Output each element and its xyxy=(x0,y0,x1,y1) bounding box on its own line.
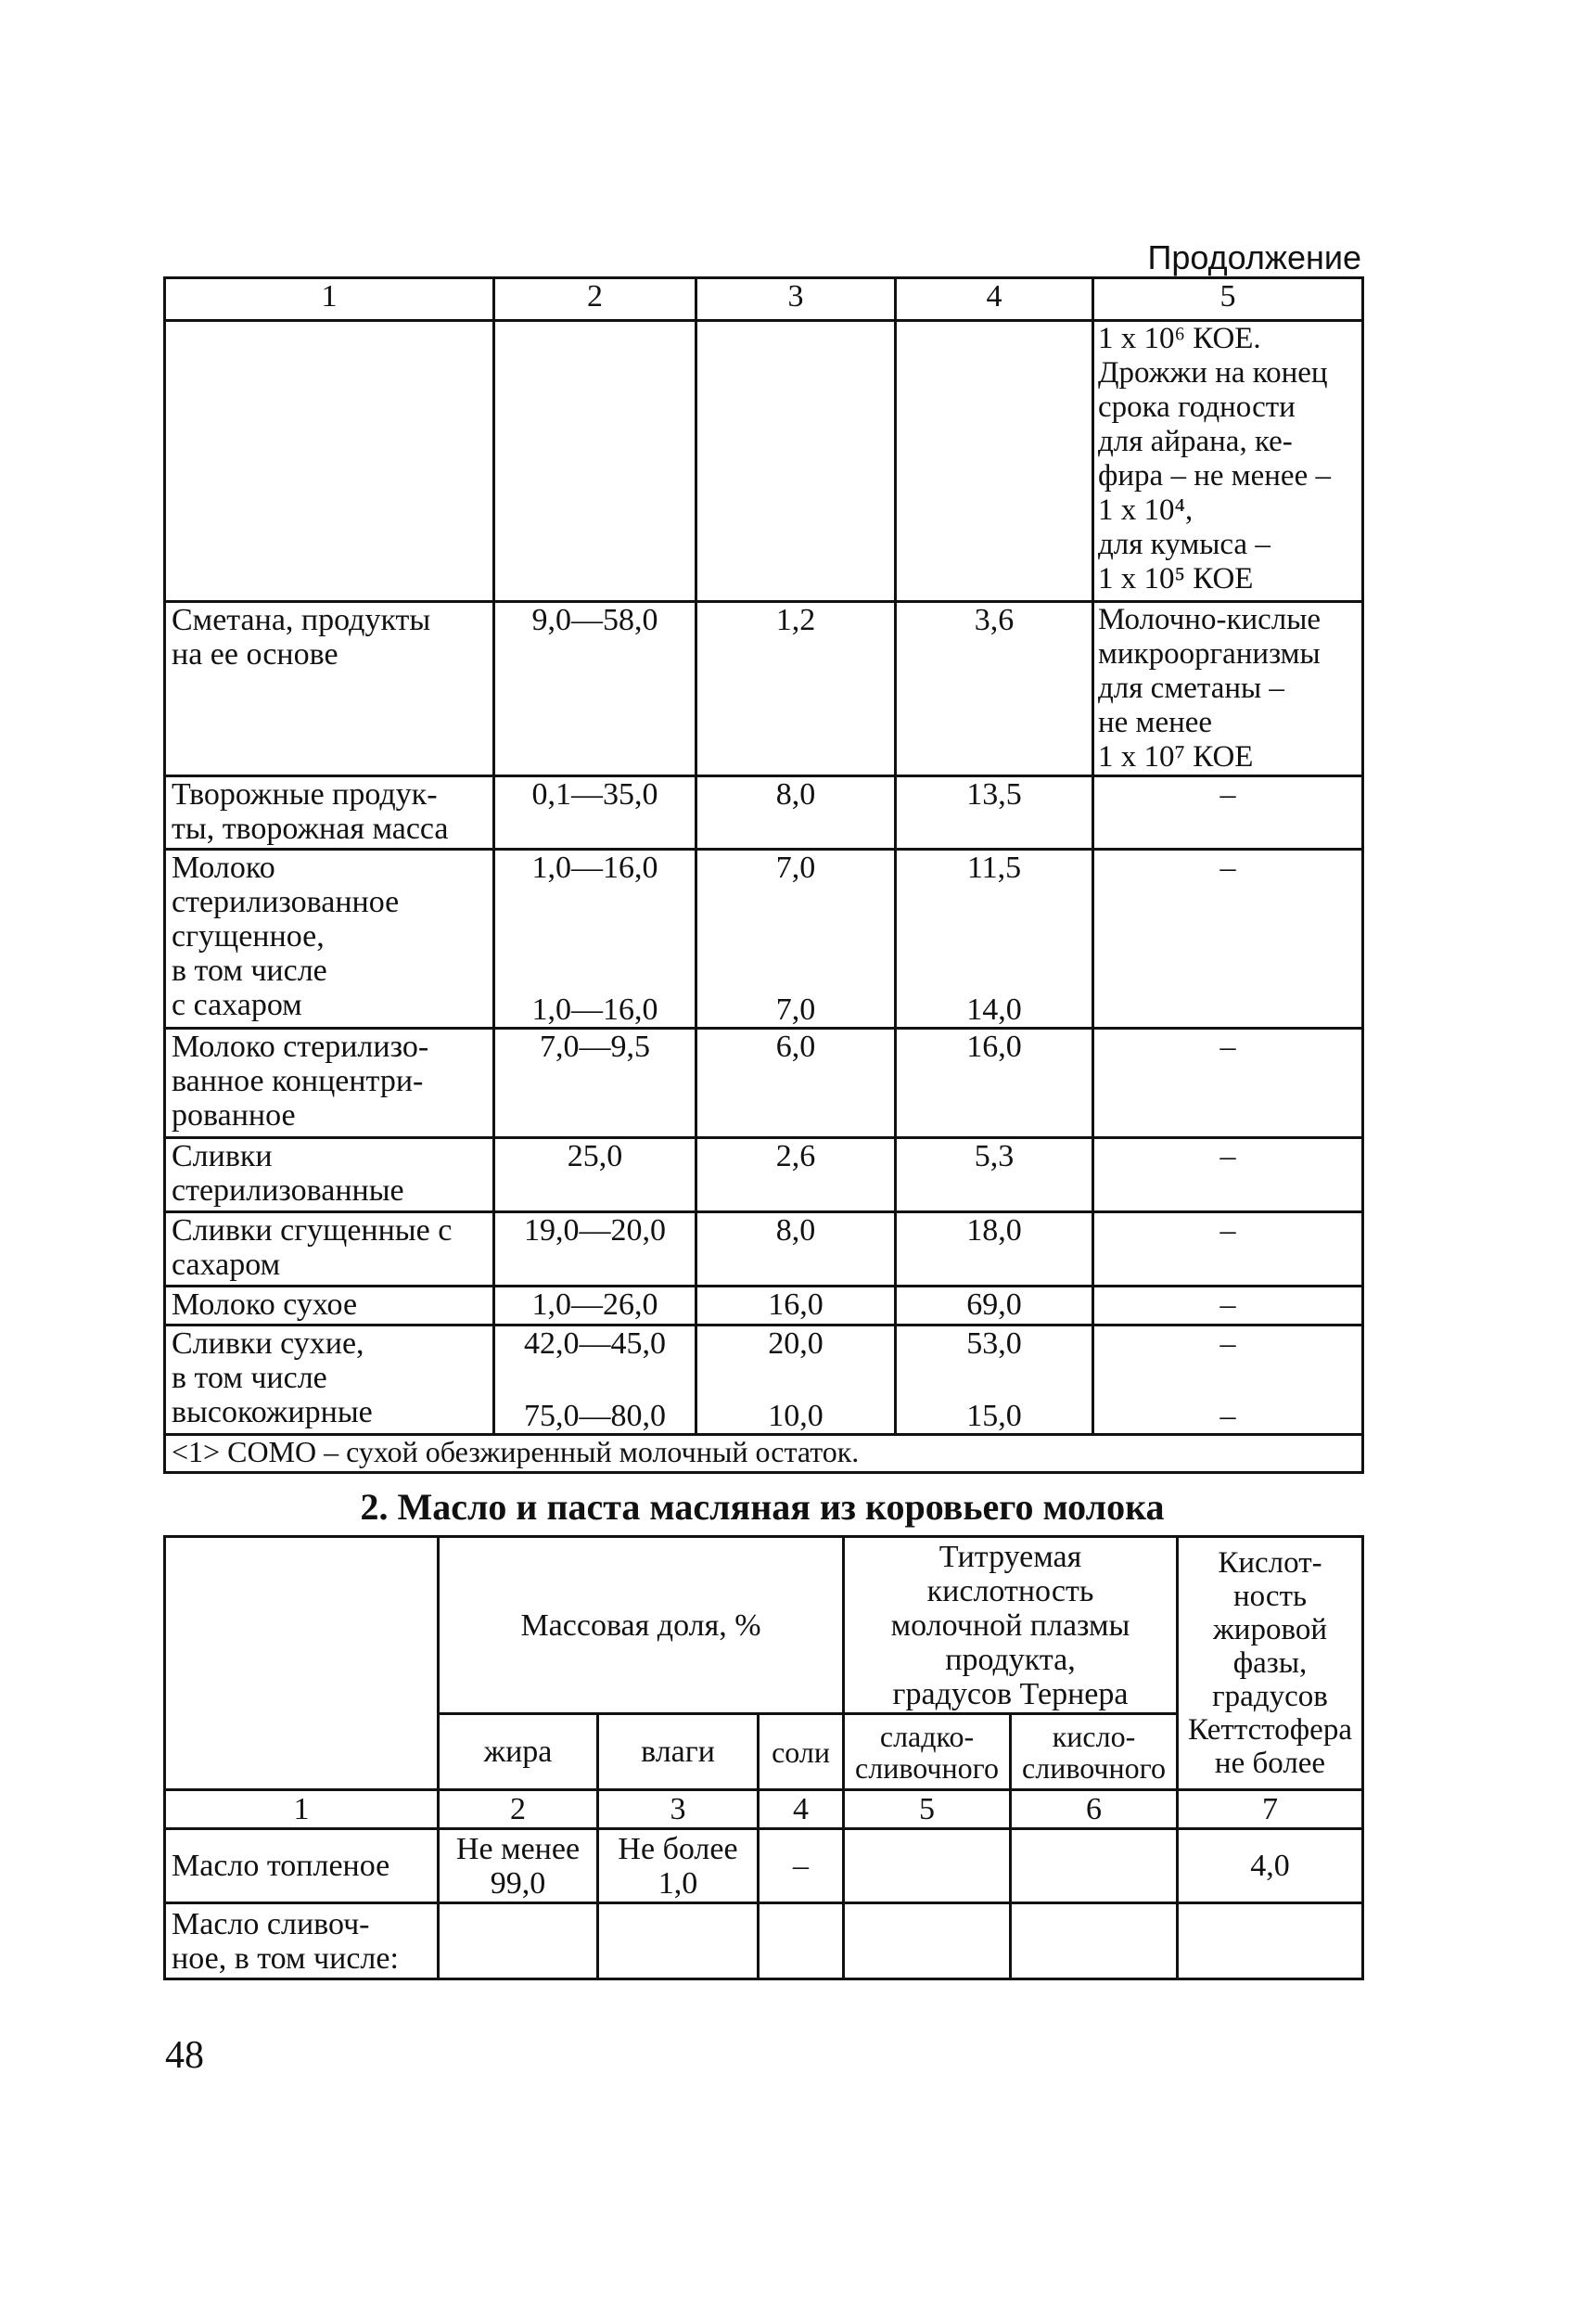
value-text: – xyxy=(1219,1326,1236,1361)
value-cell: – xyxy=(1093,1138,1363,1212)
value-text: 10,0 xyxy=(768,1399,824,1433)
value-text: 75,0—80,0 xyxy=(524,1399,666,1433)
value-cell: 3,6 xyxy=(896,602,1093,776)
value-text: 42,0—45,0 xyxy=(524,1326,666,1361)
value-cell: – xyxy=(1093,1029,1363,1138)
value-cell xyxy=(1178,1903,1363,1979)
value-cell xyxy=(439,1903,598,1979)
value-cell xyxy=(494,321,696,602)
fat-range-cell: 25,0 xyxy=(494,1138,696,1212)
value-cell: 16,0 xyxy=(896,1029,1093,1138)
col-number: 2 xyxy=(439,1790,598,1829)
table-header-row xyxy=(165,278,1363,321)
value-text: 14,0 xyxy=(966,992,1022,1027)
value-cell: 13,5 xyxy=(896,776,1093,850)
table-row xyxy=(165,321,1363,602)
table-row xyxy=(165,1829,1363,1903)
table-row xyxy=(165,850,1363,1029)
col-number: 5 xyxy=(844,1790,1011,1829)
value-text: 53,0 xyxy=(966,1326,1022,1361)
fat-range-cell: 19,0—20,0 xyxy=(494,1212,696,1287)
header-col-3: 3 xyxy=(696,278,896,321)
microorganisms-note-cell: 1 x 10⁶ КОЕ. Дрожжи на конец срока годности для айрана, ке- фира – не менее – 1 x 10⁴, для кумыса – 1 x 10⁵ КОЕ xyxy=(1093,321,1363,602)
value-cell: – xyxy=(1093,1212,1363,1287)
acidity-value-cell: 4,0 xyxy=(1178,1829,1363,1903)
section-title: 2. Масло и паста масляная из коровьего молока xyxy=(360,1486,1165,1528)
fat-range-cell: 0,1—35,0 xyxy=(494,776,696,850)
value-cell: – xyxy=(1093,776,1363,850)
butter-table xyxy=(163,1535,1364,1980)
product-indicators-table xyxy=(163,276,1364,1474)
value-text: – xyxy=(1219,1399,1236,1433)
header-col-2: 2 xyxy=(494,278,696,321)
footnote: <1> СОМО – сухой обезжиренный молочный остаток. xyxy=(165,1435,1363,1473)
column-number-row xyxy=(165,1790,1363,1829)
fat-range-cell: 1,0—26,0 xyxy=(494,1287,696,1325)
col-number: 3 xyxy=(598,1790,759,1829)
table-row xyxy=(165,1029,1363,1138)
value-cell: 2,6 xyxy=(696,1138,896,1212)
product-name-cell: Молоко стерилизо- ванное концентри- рованное xyxy=(165,1029,494,1138)
table-header-row xyxy=(165,1537,1363,1714)
product-name-cell: Творожные продук- ты, творожная масса xyxy=(165,776,494,850)
value-cell xyxy=(759,1903,844,1979)
fat-value-cell: Не менее 99,0 xyxy=(439,1829,598,1903)
value-cell xyxy=(896,850,1093,1029)
product-name-cell: Сливки сухие, в том числе высокожирные xyxy=(165,1325,494,1435)
value-cell xyxy=(1093,1325,1363,1435)
table-row xyxy=(165,1212,1363,1287)
table-row xyxy=(165,1325,1363,1435)
product-name-cell: Молоко стерилизованное сгущенное, в том числе с сахаром xyxy=(165,850,494,1029)
col-number: 7 xyxy=(1178,1790,1363,1829)
value-cell xyxy=(844,1829,1011,1903)
sweet-cream-header: сладко- сливочного xyxy=(844,1714,1011,1790)
value-cell: 1,2 xyxy=(696,602,896,776)
col-number: 1 xyxy=(165,1790,439,1829)
table-row xyxy=(165,1287,1363,1325)
value-cell: 8,0 xyxy=(696,776,896,850)
table-row xyxy=(165,1903,1363,1979)
fat-range-cell: 7,0—9,5 xyxy=(494,1029,696,1138)
titratable-acidity-header: Титруемая кислотность молочной плазмы продукта, градусов Тернера xyxy=(844,1537,1178,1714)
table-row xyxy=(165,1138,1363,1212)
value-cell xyxy=(896,321,1093,602)
value-cell: 5,3 xyxy=(896,1138,1093,1212)
product-name-cell: Молоко сухое xyxy=(165,1287,494,1325)
moisture-value-cell: Не более 1,0 xyxy=(598,1829,759,1903)
value-cell xyxy=(696,321,896,602)
value-text: 20,0 xyxy=(768,1326,824,1361)
product-name-cell: Масло топленое xyxy=(165,1829,439,1903)
microorganisms-note-cell: Молочно-кислые микроорганизмы для сметаны – не менее 1 x 10⁷ КОЕ xyxy=(1093,602,1363,776)
value-cell xyxy=(696,850,896,1029)
salt-header: соли xyxy=(759,1714,844,1790)
value-cell: – xyxy=(1093,1287,1363,1325)
value-cell: 16,0 xyxy=(696,1287,896,1325)
header-col-5: 5 xyxy=(1093,278,1363,321)
value-text: 1,0—16,0 xyxy=(531,992,658,1027)
footnote-row xyxy=(165,1435,1363,1473)
fat-phase-acidity-header: Кислот- ность жировой фазы, градусов Кеттстофера не более xyxy=(1178,1537,1363,1790)
value-cell: 69,0 xyxy=(896,1287,1093,1325)
value-cell: 8,0 xyxy=(696,1212,896,1287)
value-cell xyxy=(696,1325,896,1435)
value-cell: 18,0 xyxy=(896,1212,1093,1287)
salt-value-cell: – xyxy=(759,1829,844,1903)
product-name-cell: Сметана, продукты на ее основе xyxy=(165,602,494,776)
fat-range-cell xyxy=(494,850,696,1029)
blank-header-cell xyxy=(165,1537,439,1790)
value-text: 7,0 xyxy=(775,992,816,1027)
product-name-cell: Масло сливоч- ное, в том числе: xyxy=(165,1903,439,1979)
value-cell: 6,0 xyxy=(696,1029,896,1138)
value-text: 7,0 xyxy=(775,851,816,885)
value-text: 1,0—16,0 xyxy=(531,851,658,885)
page-number: 48 xyxy=(165,2034,204,2077)
product-name-cell: Сливки стерилизованные xyxy=(165,1138,494,1212)
mass-fraction-header: Массовая доля, % xyxy=(439,1537,844,1714)
header-col-4: 4 xyxy=(896,278,1093,321)
value-cell xyxy=(1011,1829,1178,1903)
value-text: 11,5 xyxy=(966,851,1022,885)
product-name-cell: Сливки сгущенные с сахаром xyxy=(165,1212,494,1287)
product-name-cell xyxy=(165,321,494,602)
sour-cream-header: кисло- сливочного xyxy=(1011,1714,1178,1790)
value-cell xyxy=(896,1325,1093,1435)
value-cell: – xyxy=(1093,850,1363,1029)
fat-header: жира xyxy=(439,1714,598,1790)
fat-range-cell xyxy=(494,1325,696,1435)
table-row xyxy=(165,602,1363,776)
continuation-label: Продолжение xyxy=(1147,238,1361,276)
col-number: 6 xyxy=(1011,1790,1178,1829)
table-row xyxy=(165,776,1363,850)
moisture-header: влаги xyxy=(598,1714,759,1790)
value-cell xyxy=(598,1903,759,1979)
value-text: 15,0 xyxy=(966,1399,1022,1433)
header-col-1: 1 xyxy=(165,278,494,321)
fat-range-cell: 9,0—58,0 xyxy=(494,602,696,776)
col-number: 4 xyxy=(759,1790,844,1829)
value-cell xyxy=(1011,1903,1178,1979)
value-cell xyxy=(844,1903,1011,1979)
